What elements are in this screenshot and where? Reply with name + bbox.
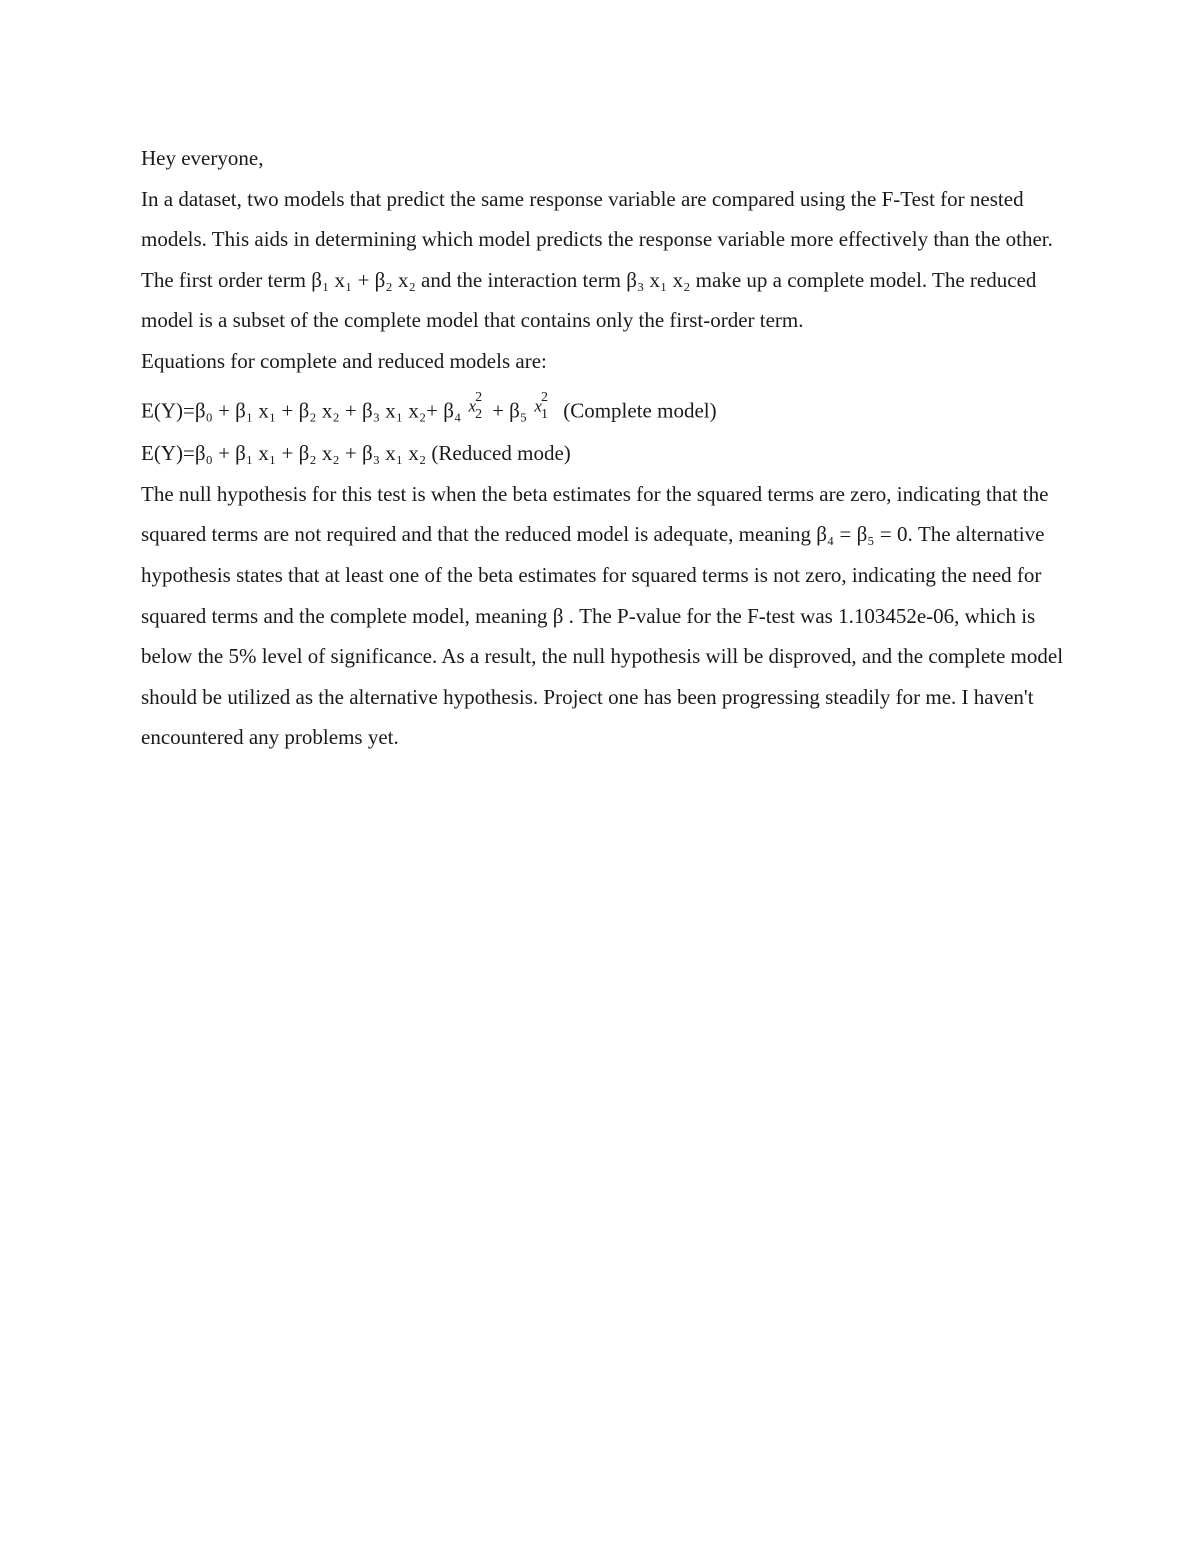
squared-term-x2-var: x: [468, 396, 477, 416]
equation-complete-model: [141, 382, 1076, 434]
squared-term-x1: [534, 382, 556, 434]
squared-term-x2: [469, 382, 491, 434]
equation-complete-middle: + β₅: [492, 398, 533, 423]
squared-term-x2-index: 2: [475, 406, 483, 422]
document-body: [141, 138, 1076, 758]
greeting: Hey everyone,: [141, 146, 264, 170]
equation-reduced-model: E(Y)=β₀ + β₁ x₁ + β₂ x₂ + β₃ x₁ x₂ (Reduced mode): [141, 441, 571, 466]
squared-term-x1-var: x: [534, 396, 542, 416]
equation-complete-label: (Complete model): [557, 398, 717, 423]
paragraph-hypothesis: The null hypothesis for this test is when the beta estimates for the squared terms are zero, indicating that the squared terms are not required and that the reduced model is adequate, meaning β₄ = β₅ = 0. The alternative hypothesis states that at least one of the beta estimates for squared terms is not zero, indicating the need for squared terms and the complete model, meaning β . The P-value for the F-test was 1.103452e-06, which is below the 5% level of significance. As a result, the null hypothesis will be disproved, and the complete model should be utilized as the alternative hypothesis. Project one has been progressing steadily for me. I haven't encountered any problems yet.: [141, 481, 1064, 750]
squared-term-x1-exponent: 2: [540, 389, 548, 405]
equations-intro: Equations for complete and reduced models are:: [141, 348, 547, 373]
squared-term-x2-exponent: 2: [475, 389, 483, 405]
squared-term-x1-index: 1: [540, 406, 548, 422]
paragraph-intro: In a dataset, two models that predict the same response variable are compared using the F-Test for nested models. This aids in determining which model predicts the response variable more effectively than the other. The first order term β₁ x₁ + β₂ x₂ and the interaction term β₃ x₁ x₂ make up a complete model. The reduced model is a subset of the complete model that contains only the first-order term.: [141, 186, 1053, 333]
equation-complete-lhs: E(Y)=β₀ + β₁ x₁ + β₂ x₂ + β₃ x₁ x₂+ β₄: [141, 398, 467, 423]
